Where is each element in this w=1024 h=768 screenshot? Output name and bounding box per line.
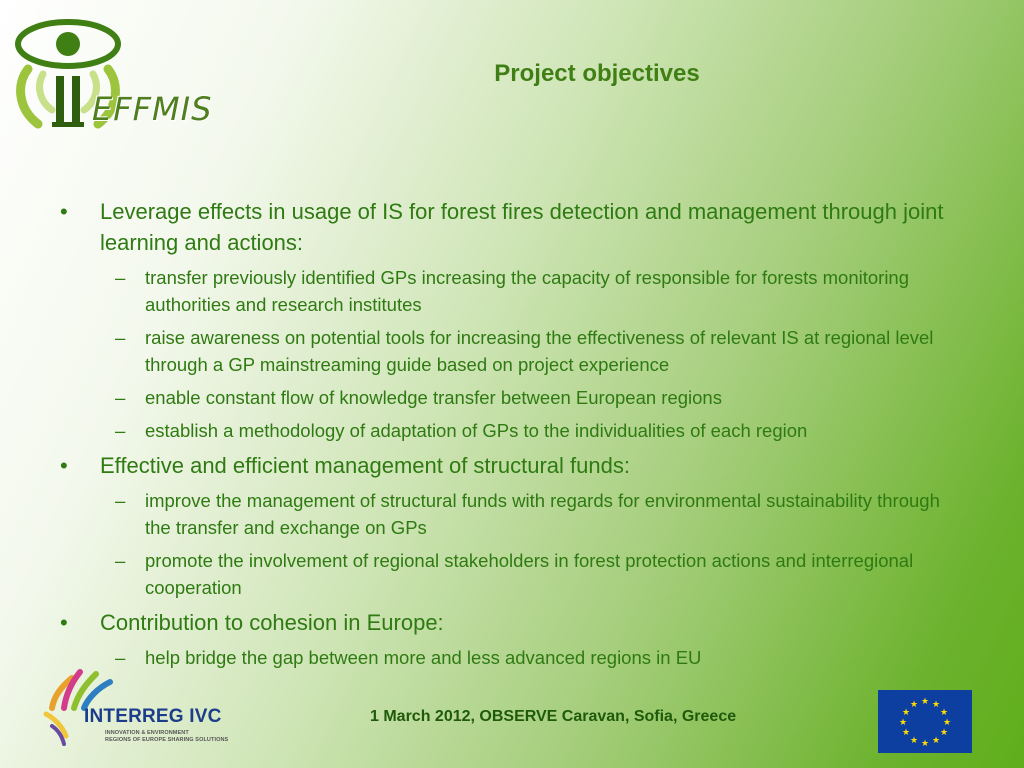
- effmis-logo-text: EFFMIS: [92, 90, 213, 128]
- svg-text:★: ★: [920, 739, 930, 749]
- sub-bullet-item: [115, 324, 970, 378]
- sub-bullet-text: establish a methodology of adaptation of GPs to the individualities of each region: [145, 420, 808, 441]
- sub-bullet-text: raise awareness on potential tools for increasing the effectiveness of relevant IS at regional level through a GP mainstreaming guide based on project experience: [145, 327, 934, 375]
- bullet-marker: •: [60, 610, 68, 635]
- sub-bullet-marker: –: [115, 420, 126, 441]
- sub-bullet-text: promote the involvement of regional stakeholders in forest protection actions and interregional cooperation: [145, 550, 914, 598]
- sub-bullet-marker: –: [115, 550, 126, 571]
- bullet-text: Contribution to cohesion in Europe:: [100, 610, 444, 635]
- eu-flag-icon: [878, 690, 972, 753]
- bullet-marker: •: [60, 199, 68, 224]
- sub-bullet-item: [115, 417, 970, 444]
- svg-text:★: ★: [920, 697, 930, 707]
- svg-text:★: ★: [901, 708, 911, 718]
- svg-text:★: ★: [939, 708, 949, 718]
- svg-text:★: ★: [931, 736, 941, 746]
- svg-text:★: ★: [931, 700, 941, 710]
- slide-content: [60, 190, 970, 671]
- sub-bullet-text: improve the management of structural funds with regards for environmental sustainability through the transfer and exchange on GPs: [145, 490, 940, 538]
- sub-bullet-text: help bridge the gap between more and less advanced regions in EU: [145, 647, 702, 668]
- sub-bullet-text: enable constant flow of knowledge transfer between European regions: [145, 387, 722, 408]
- sub-bullet-marker: –: [115, 267, 126, 288]
- footer-text: 1 March 2012, OBSERVE Caravan, Sofia, Greece: [370, 708, 737, 725]
- sub-bullet-marker: –: [115, 387, 126, 408]
- bullet-item: [60, 196, 970, 258]
- slide-title: Project objectives: [494, 60, 700, 87]
- sub-bullet-marker: –: [115, 490, 126, 511]
- svg-text:★: ★: [898, 718, 908, 728]
- sub-bullet-marker: –: [115, 327, 126, 348]
- interreg-title: INTERREG IVC: [84, 706, 222, 727]
- svg-text:★: ★: [909, 700, 919, 710]
- sub-bullet-item: [115, 384, 970, 411]
- bullet-text: Effective and efficient management of structural funds:: [100, 453, 630, 478]
- sub-bullet-item: [115, 487, 970, 541]
- interreg-subtitle-1: INNOVATION & ENVIRONMENT: [105, 730, 189, 736]
- bullet-item: [60, 607, 970, 638]
- bullet-marker: •: [60, 453, 68, 478]
- sub-bullet-text: transfer previously identified GPs increasing the capacity of responsible for forests monitoring authorities and research institutes: [145, 267, 910, 315]
- svg-text:★: ★: [909, 736, 919, 746]
- svg-text:★: ★: [939, 728, 949, 738]
- bullet-item: [60, 450, 970, 481]
- sub-bullet-item: [115, 264, 970, 318]
- sub-bullet-item: [115, 547, 970, 601]
- sub-bullet-item: [115, 644, 970, 671]
- svg-text:★: ★: [901, 728, 911, 738]
- interreg-subtitle-2: REGIONS OF EUROPE SHARING SOLUTIONS: [105, 737, 229, 743]
- sub-bullet-marker: –: [115, 647, 126, 668]
- bullet-text: Leverage effects in usage of IS for forest fires detection and management through joint learning and actions:: [100, 199, 944, 255]
- svg-text:★: ★: [942, 718, 952, 728]
